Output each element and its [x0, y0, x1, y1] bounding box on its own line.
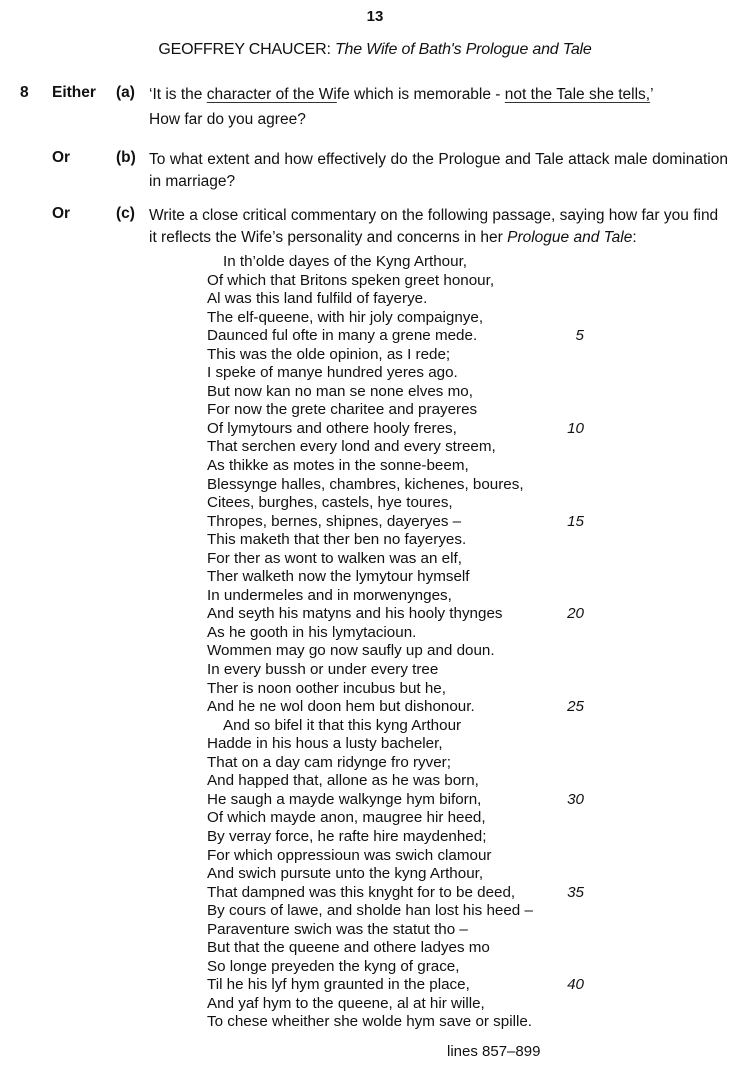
verse-line-text: But that the queene and othere ladyes mo: [207, 939, 490, 957]
part-b-label: (b): [116, 149, 136, 166]
verse-line-text: So longe preyeden the kyng of grace,: [207, 957, 460, 975]
verse-line-text: Hadde in his hous a lusty bacheler,: [207, 735, 443, 753]
part-b-text: To what extent and how effectively do the Prologue and Tale attack male domination in marriage?: [149, 151, 728, 190]
part-c-italic: Prologue and Tale: [507, 229, 633, 246]
verse-line-text: This was the olde opinion, as I rede;: [207, 345, 451, 363]
part-c-label: (c): [116, 205, 135, 222]
verse-line-text: That on a day cam ridynge fro ryver;: [207, 753, 451, 771]
verse-line: [207, 735, 587, 754]
verse-line: [207, 531, 587, 550]
verse-line: [207, 253, 587, 272]
line-number: 30: [567, 790, 584, 808]
verse-line: [207, 605, 587, 624]
verse-line: [207, 958, 587, 977]
verse-line: [207, 290, 587, 309]
verse-line: [207, 1013, 587, 1032]
verse-line-text: Of which mayde anon, maugree hir heed,: [207, 809, 486, 827]
verse-line-text: Of lymytours and othere hooly freres,: [207, 419, 457, 437]
line-number: 20: [567, 605, 584, 623]
verse-line: [207, 661, 587, 680]
part-a-label: (a): [116, 84, 135, 101]
verse-line: [207, 364, 587, 383]
verse-line: [207, 865, 587, 884]
verse-line-text: Til he his lyf hym graunted in the place,: [207, 976, 470, 994]
verse-line: [207, 902, 587, 921]
part-c-text: Write a close critical commentary on the following passage, saying how far you find it reflects the Wife’s personality and concerns in her Prologue and Tale:: [149, 207, 719, 246]
verse-line-text: In every bussh or under every tree: [207, 661, 439, 679]
verse-line: [207, 995, 587, 1014]
verse-line-text: The elf-queene, with hir joly compaignye,: [207, 308, 484, 326]
or-label-c: Or: [52, 205, 71, 222]
verse-line: [207, 809, 587, 828]
verse-line-text: As thikke as motes in the sonne-beem,: [207, 457, 469, 475]
verse-line: [207, 494, 587, 513]
part-a-text: [149, 84, 728, 131]
verse-line: [207, 587, 587, 606]
verse-line-text: Daunced ful ofte in many a grene mede.: [207, 327, 478, 345]
verse-line-text: Of which that Britons speken greet honour,: [207, 271, 495, 289]
verse-line: [207, 884, 587, 903]
verse-line: [207, 976, 587, 995]
verse-line-text: And so bifel it that this kyng Arthour: [223, 716, 462, 734]
verse-line: [207, 642, 587, 661]
verse-line: [207, 754, 587, 773]
verse-line: [207, 272, 587, 291]
author-name: GEOFFREY CHAUCER:: [158, 41, 335, 58]
verse-line-text: And he ne wol doon hem but dishonour.: [207, 698, 475, 716]
verse-line: [207, 476, 587, 495]
verse-line-text: By verray force, he rafte hire maydenhed;: [207, 827, 487, 845]
verse-line-text: For ther as wont to walken was an elf,: [207, 549, 462, 567]
verse-line: [207, 438, 587, 457]
verse-line-text: And happed that, allone as he was born,: [207, 772, 479, 790]
verse-line: [207, 847, 587, 866]
verse-line: [207, 327, 587, 346]
line-number: 10: [567, 419, 584, 437]
line-number: 5: [575, 327, 584, 345]
verse-line-text: That dampned was this knyght for to be deed,: [207, 883, 516, 901]
or-label-b: Or: [52, 149, 71, 166]
verse-line: [207, 457, 587, 476]
verse-line-text: In undermeles and in morwenynges,: [207, 586, 452, 604]
verse-line: [207, 309, 587, 328]
page-number: 13: [366, 8, 384, 25]
verse-line-text: Paraventure swich was the statut tho –: [207, 920, 468, 938]
question-number: 8: [20, 84, 29, 101]
verse-line-text: I speke of manye hundred yeres ago.: [207, 364, 458, 382]
verse-line-text: This maketh that ther ben no fayeryes.: [207, 531, 467, 549]
verse-line: [207, 791, 587, 810]
verse-line-text: And swich pursute unto the kyng Arthour,: [207, 865, 484, 883]
verse-passage: [207, 253, 587, 1032]
verse-line: [207, 772, 587, 791]
verse-line: [207, 383, 587, 402]
verse-line-text: By cours of lawe, and sholde han lost his heed –: [207, 902, 533, 920]
verse-line-text: Blessynge halles, chambres, kichenes, boures,: [207, 475, 524, 493]
verse-line: [207, 513, 587, 532]
part-a-quote: ‘It is the character of the Wife which is memorable - not the Tale she tells,’: [149, 86, 654, 103]
verse-line: [207, 568, 587, 587]
verse-line: [207, 401, 587, 420]
verse-line: [207, 717, 587, 736]
verse-line-text: He saugh a mayde walkynge hym biforn,: [207, 790, 482, 808]
verse-line-text: For now the grete charitee and prayeres: [207, 401, 478, 419]
verse-line-text: Wommen may go now saufly up and doun.: [207, 642, 495, 660]
verse-line-text: As he gooth in his lymytacioun.: [207, 623, 417, 641]
line-number: 25: [567, 698, 584, 716]
work-title: The Wife of Bath's Prologue and Tale: [334, 41, 592, 58]
handwritten-underline-1: character of the Wi: [206, 86, 337, 103]
verse-line-text: And seyth his matyns and his hooly thynges: [207, 605, 503, 623]
line-number: 35: [567, 883, 584, 901]
part-a-followup: How far do you agree?: [149, 111, 306, 128]
verse-line: [207, 550, 587, 569]
verse-line: [207, 939, 587, 958]
verse-line-text: To chese wheither she wolde hym save or spille.: [207, 1013, 533, 1031]
line-number: 15: [567, 512, 584, 530]
verse-line: [207, 921, 587, 940]
verse-line-text: Citees, burghes, castels, hye toures,: [207, 494, 453, 512]
verse-line: [207, 828, 587, 847]
verse-line-text: That serchen every lond and every streem,: [207, 438, 496, 456]
verse-line: [207, 698, 587, 717]
verse-line-text: But now kan no man se none elves mo,: [207, 382, 473, 400]
verse-line-text: In th’olde dayes of the Kyng Arthour,: [223, 253, 468, 270]
verse-line-text: Thropes, bernes, shipnes, dayeryes –: [207, 512, 462, 530]
verse-line-text: Al was this land fulfild of fayerye.: [207, 290, 428, 308]
section-title: [0, 41, 750, 59]
verse-line: [207, 346, 587, 365]
verse-line: [207, 680, 587, 699]
handwritten-underline-2: not the Tale she tells,: [504, 86, 651, 103]
verse-line: [207, 624, 587, 643]
verse-line-text: For which oppressioun was swich clamour: [207, 846, 492, 864]
line-reference: lines 857–899: [447, 1043, 541, 1060]
verse-line-text: Ther is noon oother incubus but he,: [207, 679, 446, 697]
verse-line: [207, 420, 587, 439]
verse-line-text: And yaf hym to the queene, al at hir wille,: [207, 994, 485, 1012]
either-label: Either: [52, 84, 96, 101]
line-number: 40: [567, 976, 584, 994]
verse-line-text: Ther walketh now the lymytour hymself: [207, 568, 470, 586]
